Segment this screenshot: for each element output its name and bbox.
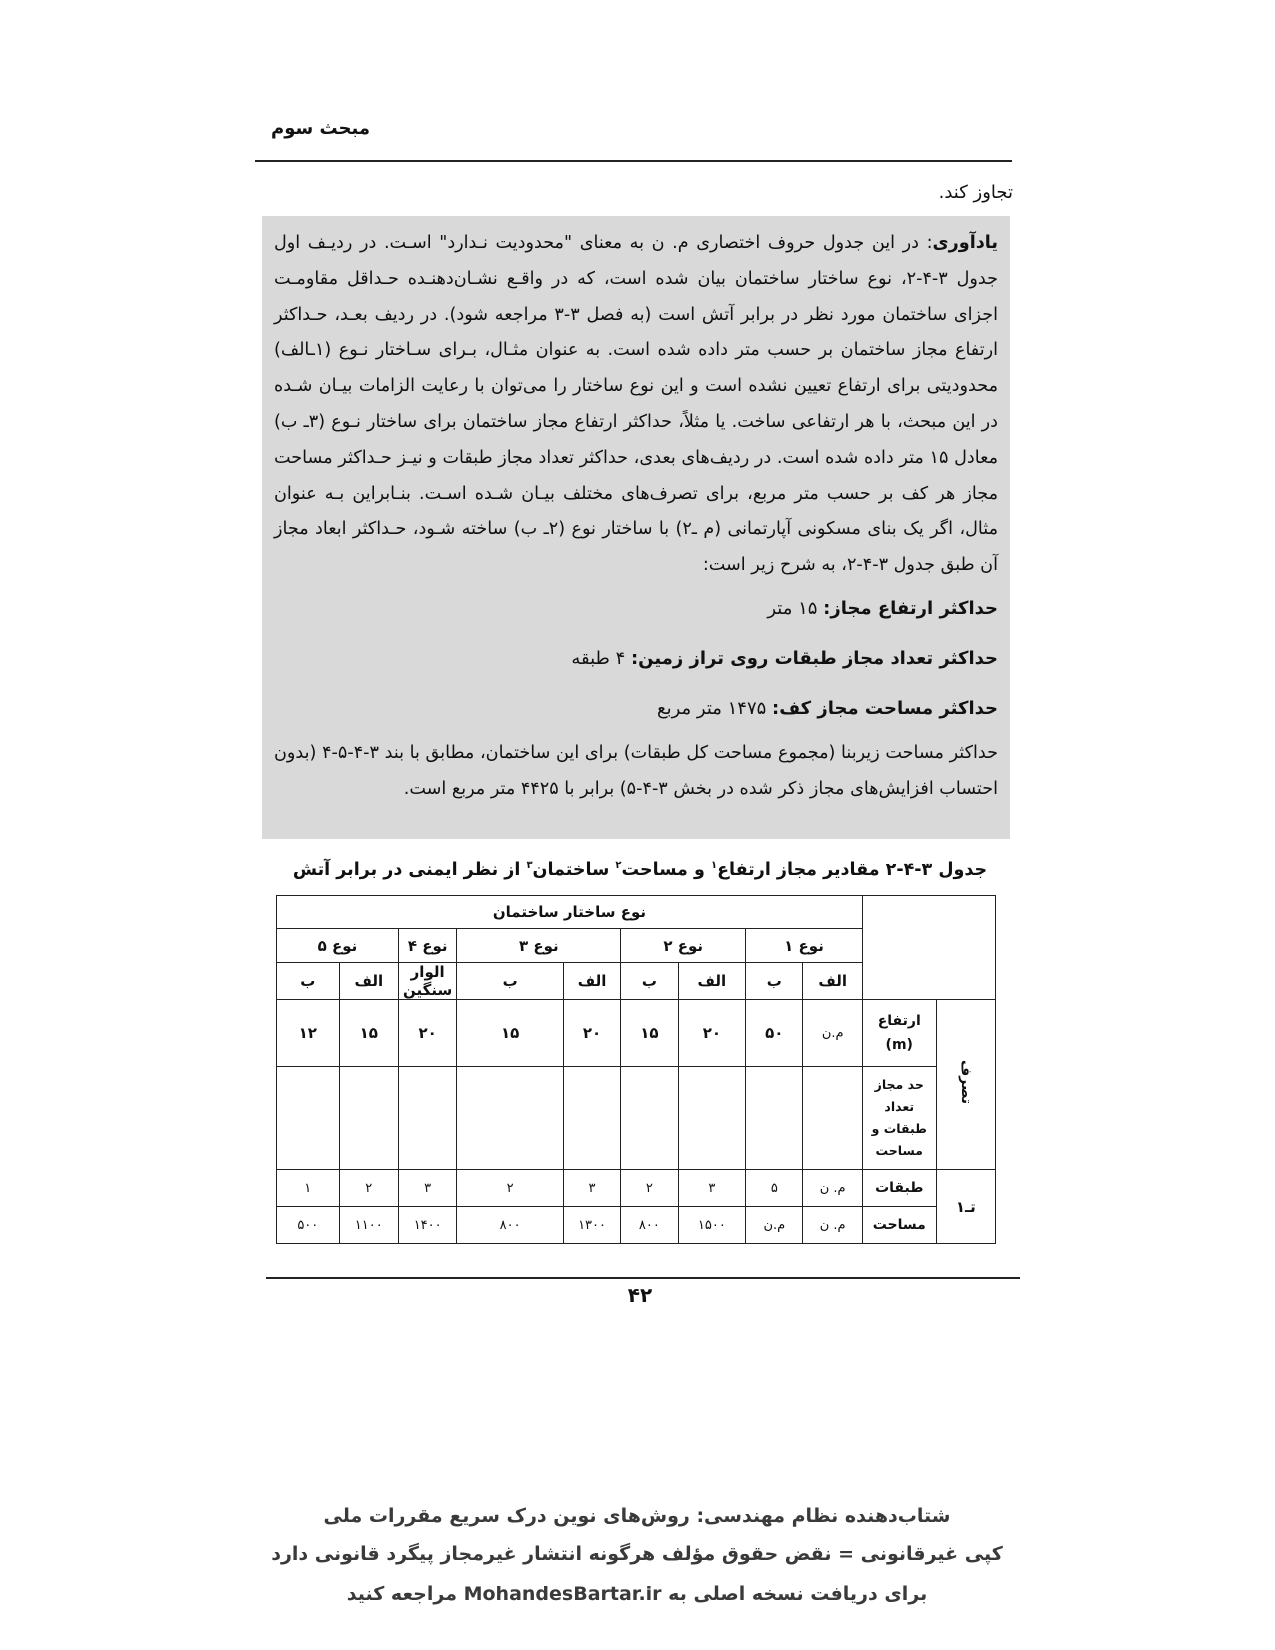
floors-value: ۵ (746, 1170, 803, 1207)
note-item-floors: حداکثر تعداد مجاز طبقات روی تراز زمین: ۴ طبقه (571, 647, 998, 669)
occupancy-label-cell (936, 1000, 995, 1170)
occupancy-label: تصرف (957, 1060, 974, 1105)
height-value: ۱۵ (621, 1000, 678, 1067)
area-value: م.ن (746, 1207, 803, 1244)
area-value: ۱۳۰۰ (563, 1207, 620, 1244)
height-area-table (276, 895, 996, 1244)
floors-value: ۳ (398, 1170, 456, 1207)
continuation-text: تجاوز کند. (938, 182, 1013, 203)
height-value: ۱۲ (277, 1000, 340, 1067)
height-value: م.ن (803, 1000, 862, 1067)
height-value: ۲۰ (563, 1000, 620, 1067)
height-label-cell: ارتفاع (m) (862, 1000, 936, 1067)
note-lead: یادآوری (932, 233, 998, 253)
height-value: ۵۰ (746, 1000, 803, 1067)
type-header: نوع ۵ (277, 929, 399, 963)
floors-value: ۲ (457, 1170, 564, 1207)
area-value: ۵۰۰ (277, 1207, 340, 1244)
footer-divider (266, 1277, 1020, 1279)
page-number: ۴۲ (627, 1283, 653, 1307)
area-value: ۱۵۰۰ (678, 1207, 746, 1244)
floors-value: ۱ (277, 1170, 340, 1207)
type-header: نوع ۱ (746, 929, 863, 963)
floors-value: ۲ (339, 1170, 398, 1207)
type-header: نوع ۴ (398, 929, 456, 963)
area-value: ۸۰۰ (621, 1207, 678, 1244)
subtype-header: الف (678, 963, 746, 1000)
subtype-header: ب (621, 963, 678, 1000)
watermark-line: کپی غیرقانونی = نقض حقوق مؤلف هرگونه انتشار غیرمجاز پیگرد قانونی دارد (271, 1543, 1003, 1565)
table-caption: جدول ۳-۴-۲ مقادیر مجاز ارتفاع$^۱$ و مساحت$^۲$ ساختمان$^۳$ از نظر ایمنی در برابر آتش (292, 860, 988, 880)
height-value: ۱۵ (457, 1000, 564, 1067)
subtype-header: الوار سنگین (398, 963, 456, 1000)
area-value: ۱۱۰۰ (339, 1207, 398, 1244)
height-value: ۲۰ (398, 1000, 456, 1067)
watermark-line: برای دریافت نسخه اصلی به MohandesBartar.ir مراجعه کنید (346, 1583, 928, 1605)
area-value: م. ن (803, 1207, 862, 1244)
floors-value: م. ن (803, 1170, 862, 1207)
note-body: : در این جدول حروف اختصاری م. ن به معنای "محدودیت نـدارد" اسـت. در ردیـف اول جدول ۳-۴-۲، نوع ساختار ساختمان بیان شده است، که در واقـع نشـان‌دهنـده حـداقل مقاومـت اجزای ساختمان مورد نظر در برابر آتش است (به فصل ۳-۳ مراجعه شود). در ردیف بعـد، حـداکثر ارتفاع مجاز ساختمان بر حسب متر داده شده است. به عنوان مثـال، بـرای سـاختار نـوع (۱ـالف) محدودیتی برای ارتفاع تعیین نشده است و این نوع ساختار را می‌توان با رعایت الزامات بیـان شـده در این مبحث، با هر ارتفاعی ساخت. یا مثلاً، حداکثر ارتفاع مجاز ساختمان برای ساختار نـوع (۳ـ ب) معادل ۱۵ متر داده شده است. در ردیف‌های بعدی، حداکثر تعداد مجاز طبقات و نیـز حـداکثر مساحت مجاز هر کف بر حسب متر مربع، برای تصرف‌های مختلف بیـان شـده اسـت. بنـابراین بـه عنوان مثال، اگر یک بنای مسکونی آپارتمانی (م ـ۲) با ساختار نوع (۲ـ ب) ساخته شـود، حـداکثر ابعاد مجاز آن طبق جدول ۳-۴-۲، به شرح زیر است: (274, 233, 999, 576)
type-header: نوع ۳ (457, 929, 621, 963)
floors-value: ۳ (678, 1170, 746, 1207)
watermark-line: شتاب‌دهنده نظام مهندسی: روش‌های نوین درک سریع مقررات ملی (323, 1505, 951, 1527)
subtype-header: الف (803, 963, 862, 1000)
area-value: ۸۰۰ (457, 1207, 564, 1244)
subtype-header: الف (563, 963, 620, 1000)
subtype-header: الف (339, 963, 398, 1000)
floors-value: ۲ (621, 1170, 678, 1207)
height-value: ۱۵ (339, 1000, 398, 1067)
header-divider (255, 160, 1012, 162)
subtype-header: ب (746, 963, 803, 1000)
type-header: نوع ۲ (621, 929, 746, 963)
note-item-area: حداکثر مساحت مجاز کف: ۱۴۷۵ متر مربع (657, 697, 998, 719)
group-t1-cell: تـ۱ (936, 1170, 995, 1244)
floors-label: طبقات (862, 1170, 936, 1207)
note-box (262, 216, 1010, 839)
subtype-header: ب (457, 963, 564, 1000)
limit-label-cell: حد مجاز تعداد طبقات و مساحت (862, 1067, 936, 1170)
table-corner-cell (862, 896, 995, 1000)
note-paragraph (274, 226, 998, 584)
area-value: ۱۴۰۰ (398, 1207, 456, 1244)
page-header-title: مبحث سوم (271, 118, 370, 139)
height-value: ۲۰ (678, 1000, 746, 1067)
note-closing: حداکثر مساحت زیربنا (مجموع مساحت کل طبقات) برای این ساختمان، مطابق با بند ۳-۴-۵-۴ (بدون احتساب افزایش‌های مجاز ذکر شده در بخش ۳-۴-۵) برابر با ۴۴۲۵ متر مربع است. (274, 742, 998, 799)
area-label: مساحت (862, 1207, 936, 1244)
subtype-header: ب (277, 963, 340, 1000)
note-item-height: حداکثر ارتفاع مجاز: ۱۵ متر (767, 597, 998, 619)
group-header: نوع ساختار ساختمان (277, 896, 863, 929)
floors-value: ۳ (563, 1170, 620, 1207)
